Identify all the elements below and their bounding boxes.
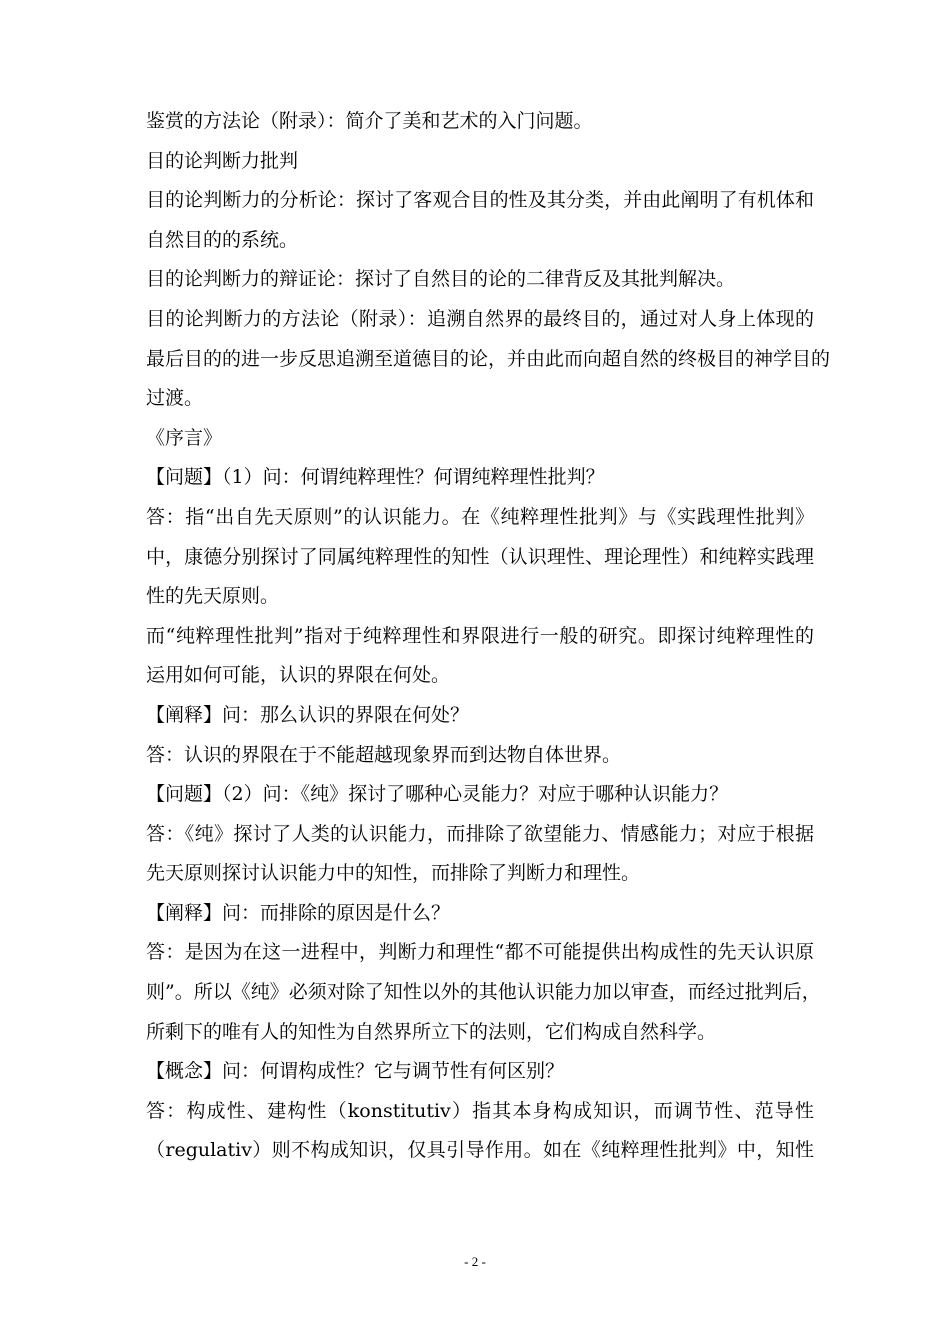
text-line: 目的论判断力的分析论：探讨了客观合目的性及其分类，并由此阐明了有机体和 bbox=[146, 189, 814, 212]
answer-line: 所剩下的唯有人的知性为自然界所立下的法则，它们构成自然科学。 bbox=[146, 1020, 717, 1043]
question-line: 【问题】（2）问：《纯》探讨了哪种心灵能力？对应于哪种认识能力？ bbox=[146, 783, 729, 806]
text-line: 而“纯粹理性批判”指对于纯粹理性和界限进行一般的研究。即探讨纯粹理性的 bbox=[146, 624, 814, 647]
answer-line: 中，康德分别探讨了同属纯粹理性的知性（认识理性、理论理性）和纯粹实践理 bbox=[146, 545, 814, 568]
answer-line: 先天原则探讨认识能力中的知性，而排除了判断力和理性。 bbox=[146, 862, 641, 885]
answer-line: 答：认识的界限在于不能超越现象界而到达物自体世界。 bbox=[146, 743, 622, 766]
section-heading: 目的论判断力批判 bbox=[146, 149, 299, 172]
answer-line: 答：构成性、建构性（konstitutiv）指其本身构成知识，而调节性、范导性 bbox=[146, 1099, 814, 1122]
text-line: 鉴赏的方法论（附录）：简介了美和艺术的入门问题。 bbox=[146, 110, 593, 132]
question-line: 【阐释】问：而排除的原因是什么？ bbox=[146, 901, 451, 924]
text-line: 过渡。 bbox=[146, 387, 204, 410]
answer-line: （regulativ）则不构成知识，仅具引导作用。如在《纯粹理性批判》中，知性 bbox=[146, 1139, 814, 1162]
page-number: - 2 - bbox=[464, 1254, 486, 1269]
answer-line: 答：是因为在这一进程中，判断力和理性“都不可能提供出构成性的先天认识原 bbox=[146, 941, 814, 964]
page-body bbox=[146, 110, 831, 1181]
text-line: 运用如何可能，认识的界限在何处。 bbox=[146, 664, 451, 687]
text-line: 自然目的的系统。 bbox=[146, 228, 299, 251]
question-line: 【概念】问：何谓构成性？它与调节性有何区别？ bbox=[146, 1060, 565, 1083]
answer-line: 性的先天原则。 bbox=[146, 585, 280, 608]
text-line: 目的论判断力的方法论（附录）：追溯自然界的最终目的，通过对人身上体现的 bbox=[146, 307, 814, 330]
question-line: 【问题】（1）问：何谓纯粹理性？何谓纯粹理性批判？ bbox=[146, 466, 605, 489]
answer-line: 答：指“出自先天原则”的认识能力。在《纯粹理性批判》与《实践理性批判》 bbox=[146, 505, 814, 528]
section-heading: 《序言》 bbox=[146, 426, 223, 449]
answer-line: 则”。所以《纯》必须对除了知性以外的其他认识能力加以审查，而经过批判后， bbox=[146, 981, 821, 1004]
text-line: 最后目的的进一步反思追溯至道德目的论，并由此而向超自然的终极目的神学目的 bbox=[146, 347, 831, 370]
answer-line: 答：《纯》探讨了人类的认识能力，而排除了欲望能力、情感能力；对应于根据 bbox=[146, 822, 814, 845]
question-line: 【阐释】问：那么认识的界限在何处？ bbox=[146, 703, 470, 726]
text-line: 目的论判断力的辩证论：探讨了自然目的论的二律背反及其批判解决。 bbox=[146, 268, 736, 291]
